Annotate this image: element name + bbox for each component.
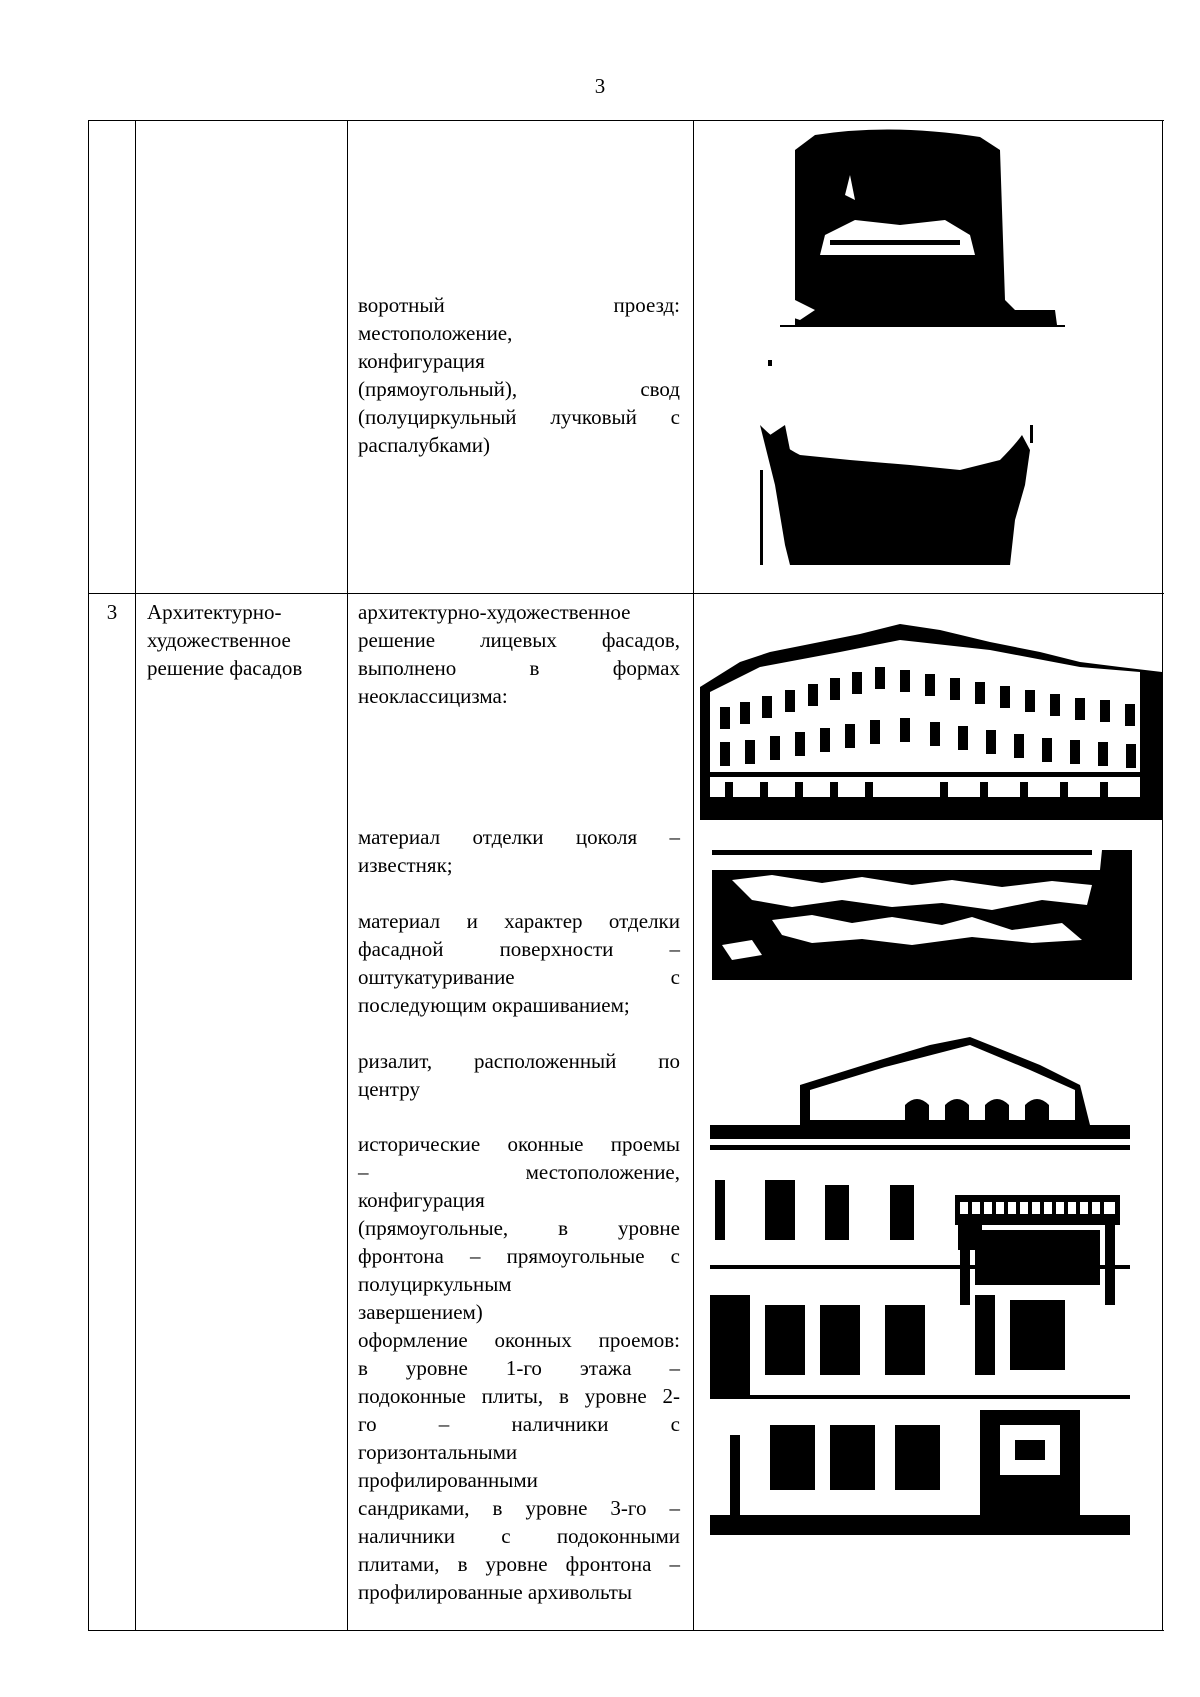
col-divider-3 — [693, 120, 694, 1631]
text-line: материал и характер отделки — [358, 909, 680, 933]
text-line: оформление оконных проемов: — [358, 1328, 680, 1352]
text-line: решение лицевых фасадов, — [358, 628, 680, 652]
text-line: плитами, в уровне фронтона – — [358, 1552, 680, 1576]
text-line: завершением) — [358, 1300, 483, 1324]
text-line: сандриками, в уровне 3-го – — [358, 1496, 680, 1520]
text-line: полуциркульным — [358, 1272, 512, 1296]
text-line: наличники с подоконными — [358, 1524, 680, 1548]
text-line: известняк; — [358, 853, 453, 877]
text-line: (прямоугольный), свод — [358, 377, 680, 401]
gateway-passage-photo — [760, 125, 1070, 570]
text-line: оштукатуривание с — [358, 965, 680, 989]
text-line: местоположение, — [358, 321, 513, 345]
text-line: го – наличники с — [358, 1412, 680, 1436]
row-3-title — [147, 598, 347, 682]
table-bottom-border — [88, 1630, 1164, 1631]
text-line: неоклассицизма: — [358, 684, 508, 708]
row-3-number: 3 — [106, 600, 118, 624]
window-openings-block — [358, 1130, 680, 1606]
text-line: подоконные плиты, в уровне 2- — [358, 1384, 680, 1408]
col-divider-2 — [347, 120, 348, 1631]
corner-building-photo — [700, 612, 1162, 820]
text-line: конфигурация — [358, 1188, 485, 1212]
text-line: (полуциркульный лучковый с — [358, 405, 680, 429]
text-line: последующим окрашиванием; — [358, 993, 630, 1017]
page-number: 3 — [594, 74, 606, 98]
text-line: фронтона – прямоугольные с — [358, 1244, 680, 1268]
col-divider-1 — [135, 120, 136, 1631]
facade-description-block — [358, 598, 680, 710]
text-line: в уровне 1-го этажа – — [358, 1356, 680, 1380]
text-line: горизонтальными — [358, 1440, 518, 1464]
text-line: ризалит, расположенный по — [358, 1049, 680, 1073]
row-divider — [88, 593, 1164, 594]
text-line: профилированные архивольты — [358, 1580, 633, 1604]
text-line: исторические оконные проемы — [358, 1132, 680, 1156]
text-line: архитектурно-художественное — [358, 600, 631, 624]
text-line: (прямоугольные, в уровне — [358, 1216, 680, 1240]
text-line: центру — [358, 1077, 420, 1101]
text-line: выполнено в формах — [358, 656, 680, 680]
text-line: конфигурация — [358, 349, 485, 373]
row-continued-text — [358, 291, 680, 459]
risalit-facade-photo — [710, 1015, 1130, 1535]
title-line: художественное — [147, 628, 291, 652]
limestone-plinth-photo — [712, 845, 1132, 980]
title-line: Архитектурно- — [147, 600, 282, 624]
text-line: профилированными — [358, 1468, 538, 1492]
table-top-border — [88, 120, 1164, 121]
risalit-block — [358, 1047, 680, 1103]
table-right-border — [1162, 120, 1163, 1631]
title-line: решение фасадов — [147, 656, 303, 680]
table-left-border — [88, 120, 89, 1631]
text-line: – местоположение, — [358, 1160, 680, 1184]
surface-finish-block — [358, 907, 680, 1019]
plinth-material-block — [358, 823, 680, 879]
text-line: распалубками) — [358, 433, 490, 457]
text-line: материал отделки цоколя – — [358, 825, 680, 849]
text-line: фасадной поверхности – — [358, 937, 680, 961]
text-line: воротный проезд: — [358, 293, 680, 317]
